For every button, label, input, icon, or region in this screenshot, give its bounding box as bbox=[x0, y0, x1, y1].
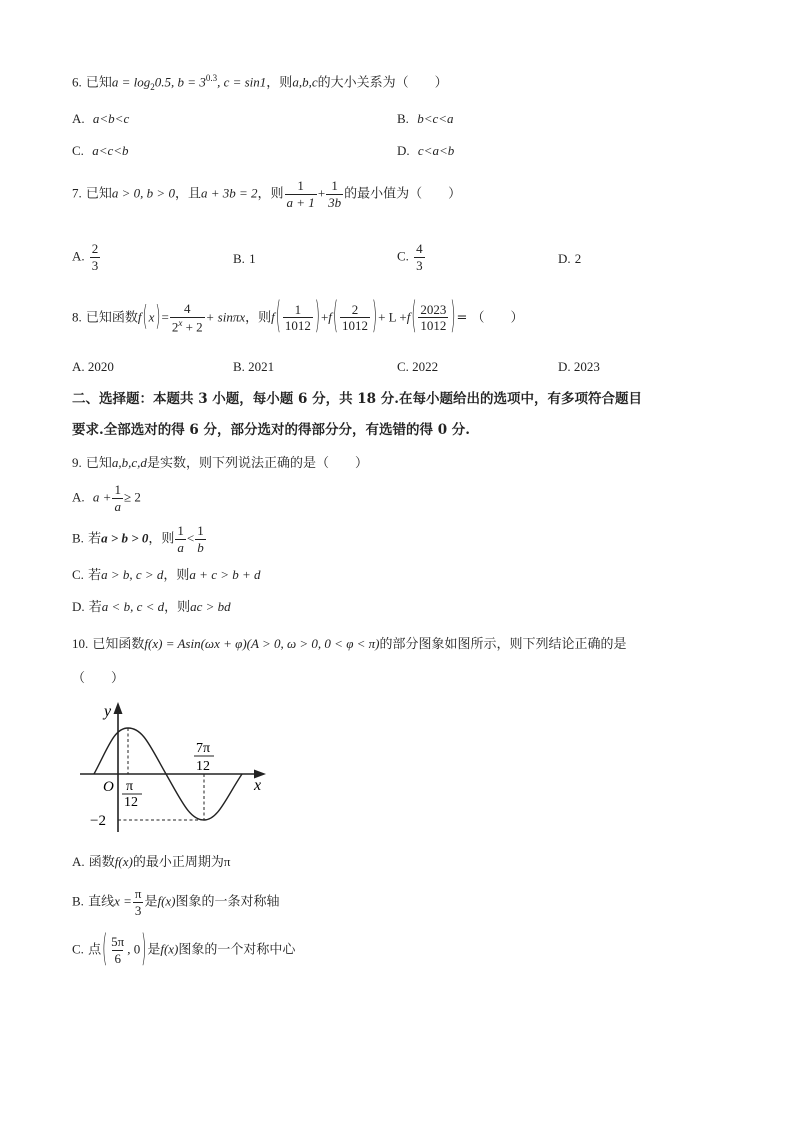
origin-label: O bbox=[103, 779, 114, 795]
q7-fraction-1: $\frac{1}{a + 1}$ bbox=[286, 178, 315, 210]
q8-stem: 8. 已知函数f(x)= $\frac{4}{2^x + 2}$ + sinπx，则f( $\frac{1}{1012}$ )+f( $\frac{2}{1012}$ )+ L +f( $\frac{2023}{1012}$ )= （ ） bbox=[72, 296, 524, 339]
q8-option-c[interactable]: C. 2022 bbox=[397, 359, 439, 374]
tick-pi-12-num: π bbox=[126, 779, 134, 794]
section-2-heading-line-1: 二、选择题：本题共 3 小题，每小题 6 分，共 18 分.在每小题给出的选项中，有多项符合题目 bbox=[72, 391, 642, 407]
q9-option-b[interactable]: B. 若a > b > 0，则 $\frac{1}{a}$ < $\frac{1}{b}$ bbox=[72, 523, 204, 555]
y-axis-label: y bbox=[104, 703, 112, 720]
q6-option-c[interactable]: C. a<c<b bbox=[72, 143, 129, 158]
q8-fraction: $\frac{4}{2^x + 2}$ bbox=[171, 301, 203, 334]
q10-stem: 10. 已知函数f(x) = Asin(ωx + φ)(A > 0, ω > 0, 0 < φ < π)的部分图象如图所示，则下列结论正确的是 bbox=[72, 636, 627, 652]
min-value-label: −2 bbox=[90, 813, 106, 829]
q8-option-a[interactable]: A. 2020 bbox=[72, 359, 114, 374]
q8-option-b[interactable]: B. 2021 bbox=[233, 359, 275, 374]
q7-stem: 7. 已知a > 0, b > 0，且a + 3b = 2，则 $\frac{1}{a + 1}$ + $\frac{1}{3b}$ 的最小值为（ ） bbox=[72, 178, 462, 210]
x-axis-label: x bbox=[254, 777, 262, 794]
q7-option-d[interactable]: D. 2 bbox=[558, 251, 582, 266]
q6-stem: 6. 已知$a = \log_20.5$, $b = 3^{0.3}$, c = sin1，则a,b,c的大小关系为（ ） bbox=[72, 73, 448, 92]
q9-stem: 9. 已知a,b,c,d是实数，则下列说法正确的是（ ） bbox=[72, 455, 368, 471]
section-2-heading-line-2: 要求.全部选对的得 6 分，部分选对的得部分分，有选错的得 0 分. bbox=[72, 422, 470, 438]
q6-option-a[interactable]: A. a<b<c bbox=[72, 111, 130, 126]
q7-option-c[interactable]: C. $\frac{4}{3}$ bbox=[397, 241, 423, 273]
q9-option-c[interactable]: C. 若a > b, c > d，则a + c > b + d bbox=[72, 567, 261, 583]
tick-7pi-12-den: 12 bbox=[196, 759, 210, 774]
q10-option-a[interactable]: A. 函数f(x)的最小正周期为π bbox=[72, 854, 231, 870]
q6-option-b[interactable]: B. b<c<a bbox=[397, 111, 454, 126]
q9-option-a[interactable]: A. a + $\frac{1}{a}$ ≥ 2 bbox=[72, 482, 141, 514]
q10-sine-graph bbox=[76, 698, 276, 838]
tick-7pi-12-num: 7π bbox=[196, 741, 211, 756]
q8-option-d[interactable]: D. 2023 bbox=[558, 359, 600, 374]
y-axis-arrow bbox=[114, 702, 123, 714]
q9-option-d[interactable]: D. 若a < b, c < d，则ac > bd bbox=[72, 599, 231, 615]
q7-option-b[interactable]: B. 1 bbox=[233, 251, 256, 266]
q10-option-c[interactable]: C. 点( $\frac{5\pi}{6}$ , 0)是f(x)图象的一个对称中心 bbox=[72, 929, 296, 972]
q10-option-b[interactable]: B. 直线x = $\frac{\pi}{3}$ 是f(x)图象的一条对称轴 bbox=[72, 886, 280, 918]
q6-option-d[interactable]: D. c<a<b bbox=[397, 143, 455, 158]
q10-answer-paren: （ ） bbox=[72, 671, 125, 686]
tick-pi-12-den: 12 bbox=[124, 795, 138, 810]
q7-option-a[interactable]: A. $\frac{2}{3}$ bbox=[72, 241, 99, 273]
q7-fraction-2: $\frac{1}{3b}$ bbox=[328, 178, 342, 210]
